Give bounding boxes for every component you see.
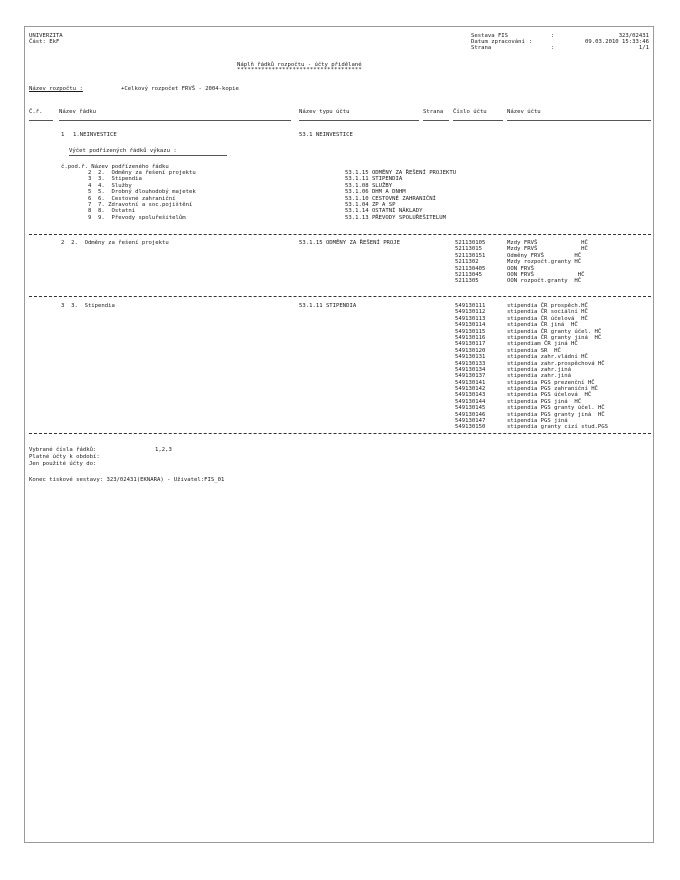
section2-account-names <box>507 240 588 285</box>
account-name: Odměny FRVŠ HČ <box>507 252 582 259</box>
report-title-underline: ************************************ <box>237 67 362 73</box>
used-accounts-label: Jen použité účty do: <box>29 461 97 467</box>
account-number: 549130115 <box>455 328 486 335</box>
account-number: 549130116 <box>455 334 486 341</box>
sub-row-type: 53.1.08 SLUŽBY <box>345 182 393 189</box>
budget-value: +Celkový rozpočet FRVŠ - 2004-kopie <box>121 86 239 92</box>
account-number: 549130131 <box>455 354 486 361</box>
sestava-label: Sestava FIS <box>471 33 509 39</box>
account-name: stipendia ČR granty účel. HČ <box>507 328 602 335</box>
report-end-text: Konec tiskové sestavy: 323/02431(EKNARA) - Uživatel:FIS_01 <box>29 477 225 483</box>
sub-row-type: 53.1.14 OSTATNÍ NÁKLADY <box>345 208 423 215</box>
section2-account-numbers <box>455 240 485 285</box>
col-cr: Č.ř. <box>29 109 43 115</box>
account-name: stipendia granty cizí stud.PGS <box>507 424 609 431</box>
selected-rows-label: Vybrané čísla řádků: <box>29 447 97 453</box>
account-name: stipendia PGS granty jiná HČ <box>507 411 605 418</box>
account-number: 549130114 <box>455 322 486 329</box>
section3-type-name: 53.1.11 STIPENDIA <box>299 303 357 309</box>
sestava-sep: : <box>551 33 555 39</box>
account-number: 549130112 <box>455 309 486 316</box>
account-name: OON FRVŠ <box>507 265 534 272</box>
account-name: stipendia PGS zahraniční HČ <box>507 386 598 393</box>
account-number: 549130113 <box>455 315 486 322</box>
datum-sep: : <box>529 39 533 45</box>
sub-row-type: 53.1.15 ODMĚNY ZA ŘEŠENÍ PROJEKTU <box>345 170 457 176</box>
account-name: stipendia ČR jiná HČ <box>507 322 578 329</box>
col-nazev-typu: Název typu účtu <box>299 109 350 115</box>
account-name: stipendia zahr.vládní HČ <box>507 354 588 361</box>
sub-row-type: 53.1.11 STIPENDIA <box>345 176 403 183</box>
datum-value: 09.03.2010 15:33:46 <box>585 39 649 45</box>
sub-row-name: 5 5. Drobný dlouhodobý majetek <box>61 189 196 196</box>
sub-row-name: 7 7. Zdravotní a soc.pojištění <box>61 201 193 208</box>
account-number: 521130151 <box>455 252 486 259</box>
sub-row-type: 53.1.06 DHM A DNHM <box>345 189 406 196</box>
valid-accounts-label: Platné účty k období: <box>29 454 100 460</box>
account-name: stipendia zahr.jiná <box>507 373 571 380</box>
account-name: stipendia PGS jiná <box>507 418 568 425</box>
budget-label: Název rozpočtu : <box>29 86 83 92</box>
header-rule-1 <box>29 120 53 121</box>
account-number: 549130142 <box>455 386 486 393</box>
section2-row: 2 2. Odměny za řešení projektu <box>61 240 169 246</box>
account-name: Mzdy FRVŠ HČ <box>507 246 588 253</box>
section3-account-numbers <box>455 303 485 431</box>
section1-row-no: 1 <box>61 132 65 138</box>
col-nazev-uctu: Název účtu <box>507 109 541 115</box>
account-number: 549130141 <box>455 379 486 386</box>
sestava-value: 323/02431 <box>618 33 649 39</box>
header-rule-6 <box>507 120 651 121</box>
section1-sub-rows-left <box>61 170 196 221</box>
account-name: stipendia PGS prezenční HČ <box>507 379 595 386</box>
org-unit: Část: EkF <box>29 39 60 45</box>
account-number: 549130117 <box>455 341 486 348</box>
section1-sub-header: č.pod.ř. Název podřízeného řádku <box>61 164 169 170</box>
section2-type-name: 53.1.15 ODMĚNY ZA ŘEŠENÍ PROJE <box>299 240 401 246</box>
account-name: Mzdy FRVŠ HČ <box>507 240 588 246</box>
account-number: 549130120 <box>455 347 486 354</box>
section1-sub-rows-right <box>345 170 456 221</box>
account-number: 52113045 <box>455 271 482 278</box>
account-number: 549130137 <box>455 373 486 380</box>
account-number: 549130133 <box>455 360 486 367</box>
sub-row-name: 2 2. Odměny za řešení projektu <box>61 170 196 176</box>
section1-subheading-rule <box>69 155 227 156</box>
sub-row-name: 9 9. Převody spoluřešitelům <box>61 214 186 221</box>
datum-label: Datum zpracování <box>471 39 525 45</box>
org-name: UNIVERZITA <box>29 33 63 39</box>
account-number: 549130144 <box>455 398 486 405</box>
account-number: 521130405 <box>455 265 486 272</box>
sub-row-type: 53.1.13 PŘEVODY SPOLUŘEŠITELUM <box>345 214 447 221</box>
col-nazev-radku: Název řádku <box>59 109 97 115</box>
account-number: 549130146 <box>455 411 486 418</box>
account-name: stipendia zahr.jiná <box>507 366 571 373</box>
section-divider-3 <box>29 433 651 434</box>
section1-type-name: 53.1 NEINVESTICE <box>299 132 353 138</box>
header-rule-4 <box>423 120 449 121</box>
account-number: 549130111 <box>455 303 486 309</box>
col-cislo-uctu: Číslo účtu <box>453 109 487 115</box>
account-name: stipendia ČR účelová HČ <box>507 315 588 322</box>
account-name: stipendia PGS účelová HČ <box>507 392 592 399</box>
account-name: stipendia ČR prospěch.HČ <box>507 303 588 309</box>
account-name: stipendia zahr.prospěchová HČ <box>507 360 605 367</box>
section3-account-names <box>507 303 608 431</box>
account-number: 549130143 <box>455 392 486 399</box>
sub-row-name: 3 3. Stipendia <box>61 176 142 183</box>
strana-value: 1/1 <box>638 45 649 51</box>
account-name: Mzdy rozpočt.granty HČ <box>507 259 582 266</box>
account-name: stipendia ČR sociální HČ <box>507 309 588 316</box>
account-name: stipendiam ČR jiná HČ <box>507 341 578 348</box>
sub-row-name: 4 4. Služby <box>61 182 132 189</box>
sub-row-type: 53.1.04 ZP A SP <box>345 201 396 208</box>
account-name: OON rozpočt.granty HČ <box>507 278 582 285</box>
account-name: stipendia ČR granty jiná HČ <box>507 334 602 341</box>
account-number: 5211302 <box>455 259 479 266</box>
section1-subheading: Výčet podřízených řádků výkazu : <box>69 148 177 154</box>
report-page <box>24 26 654 843</box>
selected-rows-value: 1,2,3 <box>155 447 172 453</box>
sub-row-type: 53.1.10 CESTOVNÉ ZAHRANIČNÍ <box>345 195 436 202</box>
account-name: stipendia PGS jiná HČ <box>507 398 582 405</box>
account-number: 5211305 <box>455 278 479 285</box>
account-name: stipendia SR HČ <box>507 347 561 354</box>
account-number: 52113015 <box>455 246 482 253</box>
sub-row-name: 6 6. Cestovné zahraniční <box>61 195 176 202</box>
account-name: OON FRVŠ HČ <box>507 271 585 278</box>
header-rule-5 <box>453 120 503 121</box>
section1-row-name: 1.NEINVESTICE <box>73 132 117 138</box>
account-number: 521130105 <box>455 240 486 246</box>
sub-row-name: 8 8. Ostatní <box>61 208 136 215</box>
report-title: Náplň řádků rozpočtu - účty přidělané <box>237 62 362 68</box>
strana-sep: : <box>551 45 555 51</box>
account-number: 549130134 <box>455 366 486 373</box>
section3-row: 3 3. Stipendia <box>61 303 115 309</box>
section-divider-1 <box>29 234 651 235</box>
col-strana: Strana <box>423 109 444 115</box>
header-rule-3 <box>299 120 419 121</box>
account-number: 549130147 <box>455 418 486 425</box>
account-name: stipendia PGS granty účel. HČ <box>507 405 605 412</box>
account-number: 549130150 <box>455 424 486 431</box>
strana-label: Strana <box>471 45 492 51</box>
header-rule-2 <box>59 120 291 121</box>
account-number: 549130145 <box>455 405 486 412</box>
section-divider-2 <box>29 296 651 297</box>
